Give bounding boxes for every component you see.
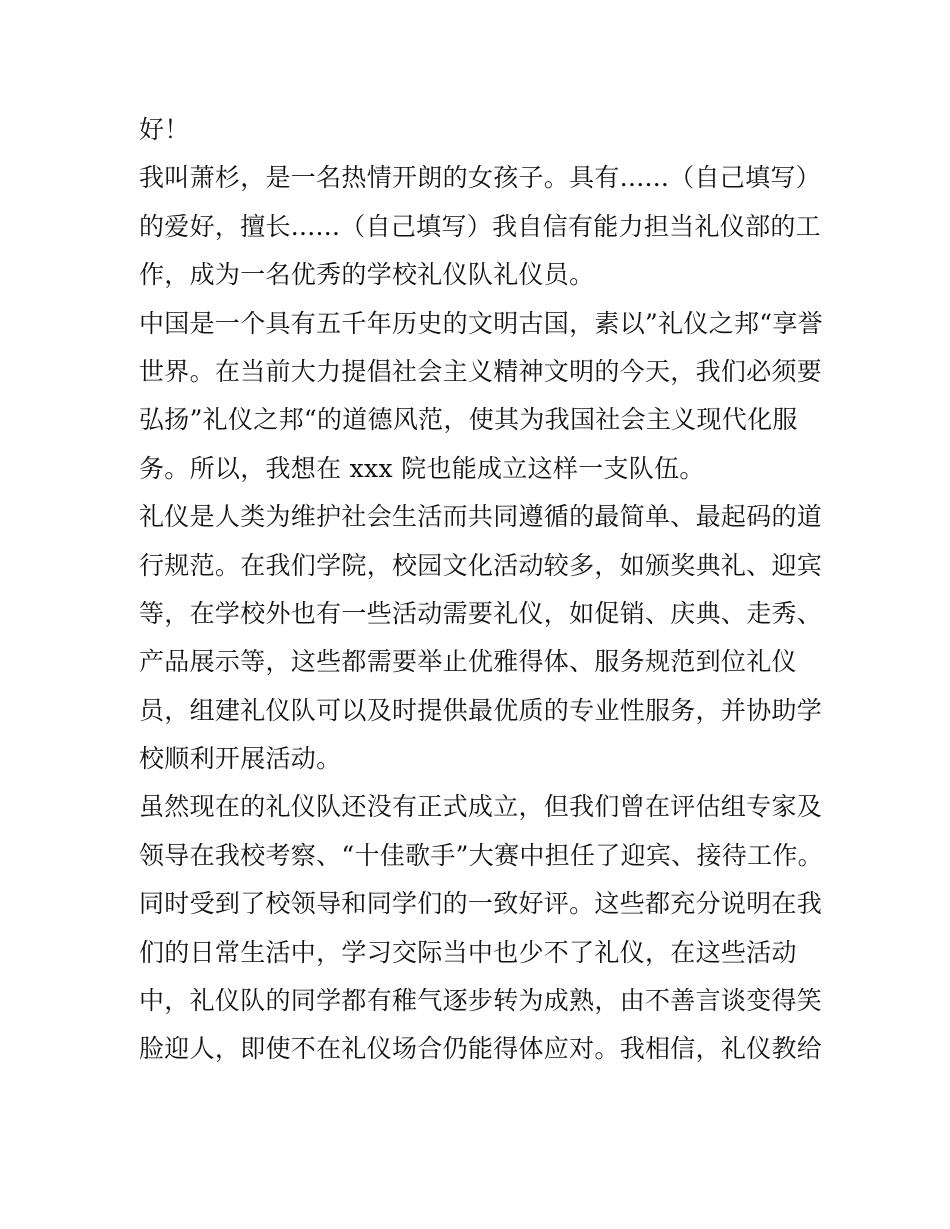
text-line-16: 领导在我校考察、“十佳歌手”大赛中担任了迎宾、接待工作。 <box>139 840 823 870</box>
text-line-3: 的爱好，擅长......（自己填写）我自信有能力担当礼仪部的工 <box>139 211 821 241</box>
text-line-19: 中，礼仪队的同学都有稚气逐步转为成熟，由不善言谈变得笑 <box>139 986 823 1016</box>
text-line-1: 好！ <box>139 115 190 144</box>
text-line-17: 同时受到了校领导和同学们的一致好评。这些都充分说明在我 <box>139 889 823 919</box>
text-line-13: 员，组建礼仪队可以及时提供最优质的专业性服务，并协助学 <box>139 695 823 725</box>
text-line-8: 务。所以，我想在 xxx 院也能成立这样一支队伍。 <box>139 453 705 483</box>
text-line-2: 我叫萧杉，是一名热情开朗的女孩子。具有......（自己填写） <box>139 163 821 193</box>
text-line-7: 弘扬”礼仪之邦“的道德风范，使其为我国社会主义现代化服 <box>139 405 798 435</box>
text-line-9: 礼仪是人类为维护社会生活而共同遵循的最简单、最起码的道 <box>139 502 823 532</box>
text-line-4: 作，成为一名优秀的学校礼仪队礼仪员。 <box>139 260 595 290</box>
text-line-11: 等，在学校外也有一些活动需要礼仪，如促销、庆典、走秀、 <box>139 598 823 628</box>
text-line-20: 脸迎人，即使不在礼仪场合仍能得体应对。我相信，礼仪教给 <box>139 1034 823 1064</box>
text-line-14: 校顺利开展活动。 <box>139 744 342 774</box>
body-text <box>139 106 823 1074</box>
text-line-6: 世界。在当前大力提倡社会主义精神文明的今天，我们必须要 <box>139 356 823 386</box>
text-line-18: 们的日常生活中，学习交际当中也少不了礼仪，在这些活动 <box>139 937 797 967</box>
text-line-10: 行规范。在我们学院，校园文化活动较多，如颁奖典礼、迎宾 <box>139 550 823 580</box>
text-line-12: 产品展示等，这些都需要举止优雅得体、服务规范到位礼仪 <box>139 647 797 677</box>
text-line-5: 中国是一个具有五千年历史的文明古国，素以”礼仪之邦“享誉 <box>139 308 823 338</box>
text-line-15: 虽然现在的礼仪队还没有正式成立，但我们曾在评估组专家及 <box>139 792 823 822</box>
